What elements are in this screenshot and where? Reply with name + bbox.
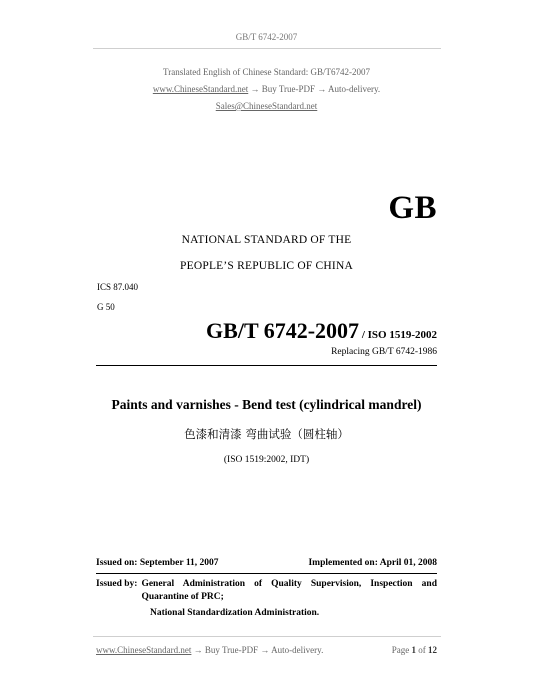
implemented-on-date: Implemented on: April 01, 2008 — [308, 558, 437, 568]
page-total: 12 — [428, 645, 437, 655]
buy-line — [0, 84, 533, 94]
gb-logo: GB — [388, 190, 437, 226]
document-title-cn: 色漆和清漆 弯曲试验（圆柱轴） — [184, 427, 349, 441]
translation-notice: Translated English of Chinese Standard: GB/T6742-2007 — [163, 67, 370, 77]
footer-buy-line — [96, 645, 323, 655]
page-current: 1 — [411, 645, 416, 655]
footer-buy-text: → Buy True-PDF → Auto-delivery. — [191, 645, 324, 655]
email-link[interactable]: Sales@ChineseStandard.net — [215, 101, 318, 111]
standard-number — [206, 318, 437, 344]
ics-code: ICS 87.040 — [97, 282, 139, 292]
title-divider — [96, 365, 437, 366]
running-header: GB/T 6742-2007 — [235, 32, 298, 42]
g-code: G 50 — [97, 302, 115, 312]
issuer-block — [96, 578, 437, 620]
footer-divider — [93, 636, 441, 637]
dates-divider — [96, 573, 437, 574]
page-indicator — [392, 645, 437, 655]
issuer-line1: General Administration of Quality Supervision, Inspection and Quarantine of PRC; — [141, 579, 437, 602]
iso-equivalent: / ISO 1519-2002 — [359, 329, 437, 341]
replacing-note: Replacing GB/T 6742-1986 — [331, 347, 437, 357]
iso-idt-note: (ISO 1519:2002, IDT) — [223, 455, 310, 465]
page-of: of — [418, 645, 426, 655]
site-link[interactable]: www.ChineseStandard.net — [152, 84, 249, 94]
footer-site-link[interactable]: www.ChineseStandard.net — [96, 645, 192, 655]
header-divider — [93, 48, 441, 49]
document-title-en: Paints and varnishes - Bend test (cylindrical mandrel) — [111, 397, 422, 412]
issuer-label: Issued by: — [96, 579, 138, 589]
national-standard-line1: NATIONAL STANDARD OF THE — [181, 234, 352, 246]
national-standard-line2: PEOPLE’S REPUBLIC OF CHINA — [180, 260, 353, 272]
issuer-line2: National Standardization Administration. — [150, 608, 320, 618]
buy-line-text: → Buy True-PDF → Auto-delivery. — [248, 84, 381, 94]
issued-on-date: Issued on: September 11, 2007 — [96, 558, 219, 568]
standard-number-main: GB/T 6742-2007 — [206, 318, 360, 343]
email-line — [0, 101, 533, 111]
page-label: Page — [391, 645, 410, 655]
